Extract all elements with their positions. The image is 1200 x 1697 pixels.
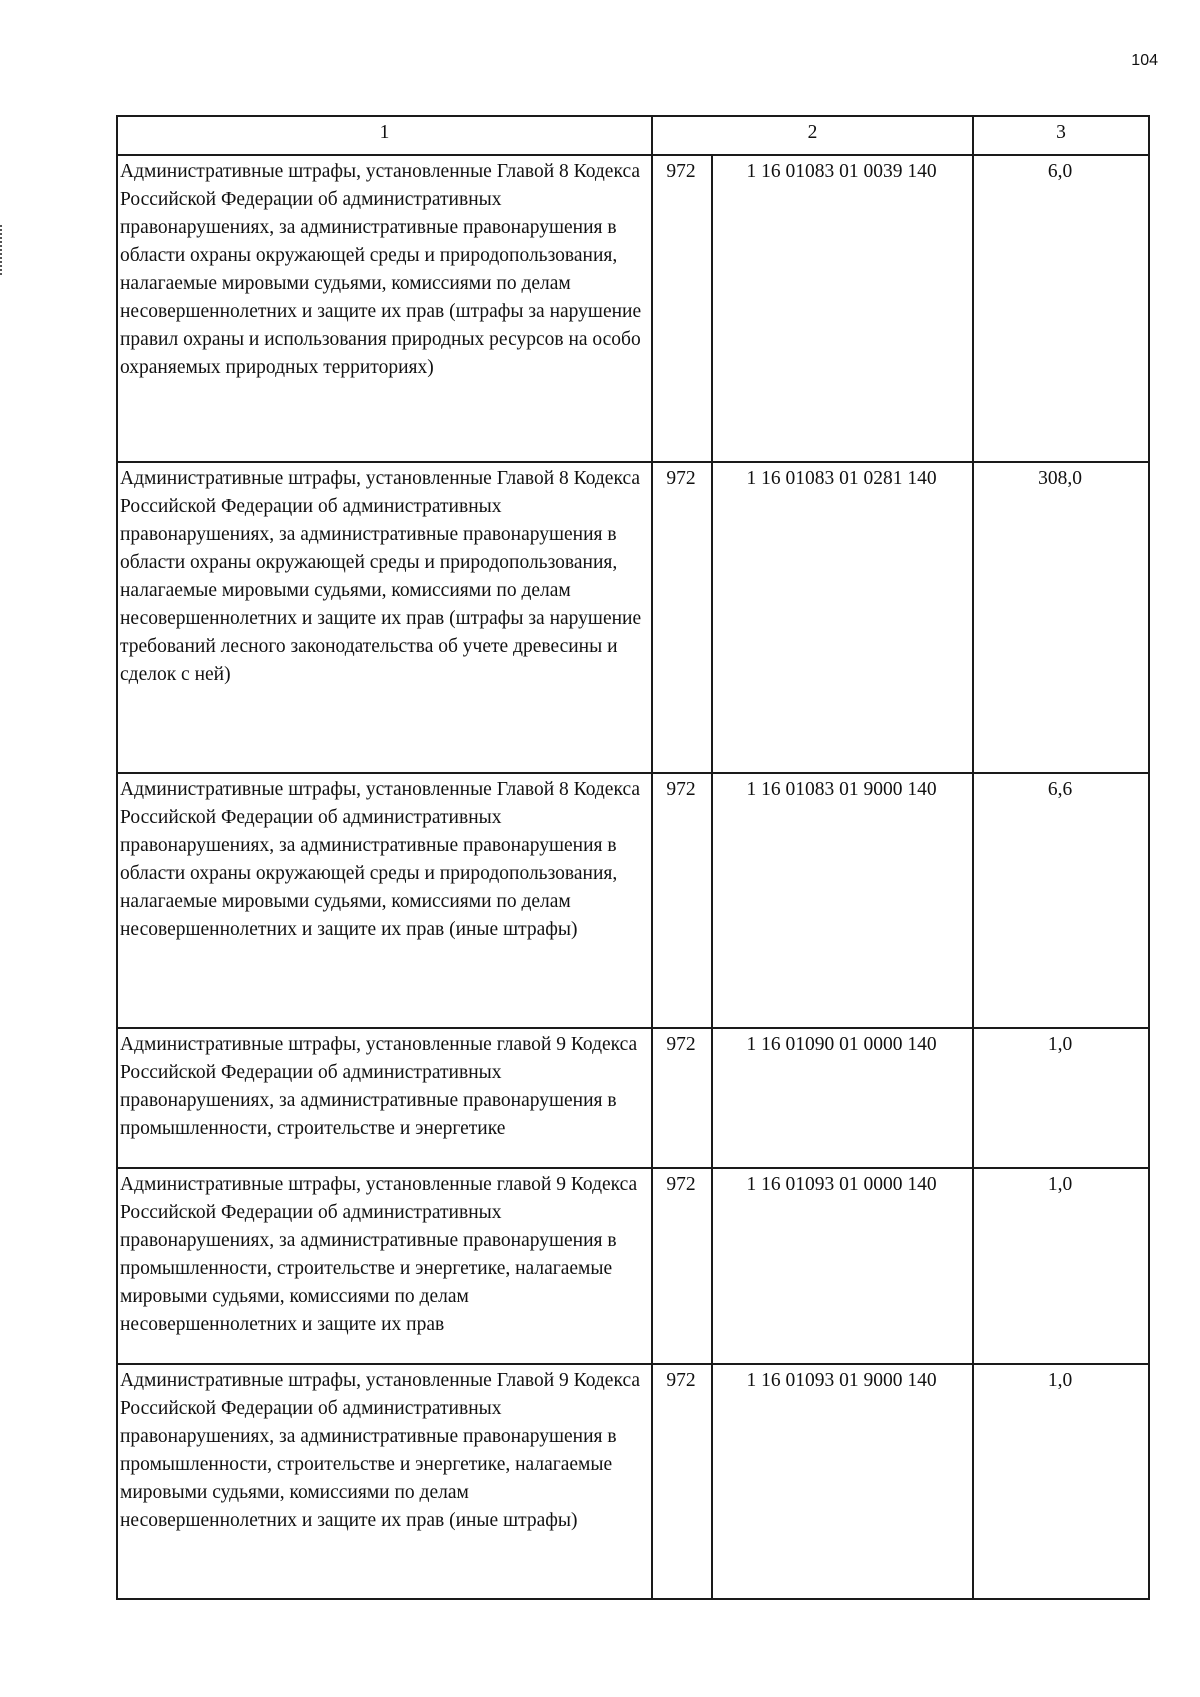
row-admin-code: 972 bbox=[652, 1168, 712, 1364]
header-col3: 3 bbox=[973, 116, 1149, 155]
row-amount: 6,6 bbox=[973, 773, 1149, 1028]
header-col2: 2 bbox=[652, 116, 973, 155]
row-description: Административные штрафы, установленные Главой 8 Кодекса Российской Федерации об административных правонарушениях, за административные правонарушения в области охраны окружающей среды и природопользования, налагаемые мировыми судьями, комиссиями по делам несовершеннолетних и защите их прав (штрафы за нарушение правил охраны и использования природных ресурсов на особо охраняемых природных территориях) bbox=[117, 155, 652, 462]
row-description: Административные штрафы, установленные главой 9 Кодекса Российской Федерации об административных правонарушениях, за административные правонарушения в промышленности, строительстве и энергетике, налагаемые мировыми судьями, комиссиями по делам несовершеннолетних и защите их прав bbox=[117, 1168, 652, 1364]
row-kbk-code: 1 16 01083 01 0281 140 bbox=[712, 462, 973, 773]
table-row bbox=[117, 1168, 1149, 1364]
row-amount: 308,0 bbox=[973, 462, 1149, 773]
table-row bbox=[117, 155, 1149, 462]
table-row bbox=[117, 462, 1149, 773]
row-kbk-code: 1 16 01090 01 0000 140 bbox=[712, 1028, 973, 1168]
row-description: Административные штрафы, установленные Главой 8 Кодекса Российской Федерации об административных правонарушениях, за административные правонарушения в области охраны окружающей среды и природопользования, налагаемые мировыми судьями, комиссиями по делам несовершеннолетних и защите их прав (иные штрафы) bbox=[117, 773, 652, 1028]
row-amount: 6,0 bbox=[973, 155, 1149, 462]
row-kbk-code: 1 16 01093 01 9000 140 bbox=[712, 1364, 973, 1599]
table-row bbox=[117, 773, 1149, 1028]
row-description: Административные штрафы, установленные главой 9 Кодекса Российской Федерации об административных правонарушениях, за административные правонарушения в промышленности, строительстве и энергетике bbox=[117, 1028, 652, 1168]
table-row bbox=[117, 1028, 1149, 1168]
row-kbk-code: 1 16 01083 01 9000 140 bbox=[712, 773, 973, 1028]
row-admin-code: 972 bbox=[652, 773, 712, 1028]
row-admin-code: 972 bbox=[652, 462, 712, 773]
scan-artifact bbox=[0, 225, 5, 275]
table-row bbox=[117, 1364, 1149, 1599]
row-admin-code: 972 bbox=[652, 1028, 712, 1168]
row-amount: 1,0 bbox=[973, 1364, 1149, 1599]
page-number: 104 bbox=[1131, 52, 1158, 69]
row-amount: 1,0 bbox=[973, 1168, 1149, 1364]
budget-table bbox=[116, 115, 1150, 1600]
table-header-row bbox=[117, 116, 1149, 155]
row-description: Административные штрафы, установленные Главой 9 Кодекса Российской Федерации об административных правонарушениях, за административные правонарушения в промышленности, строительстве и энергетике, налагаемые мировыми судьями, комиссиями по делам несовершеннолетних и защите их прав (иные штрафы) bbox=[117, 1364, 652, 1599]
header-col1: 1 bbox=[117, 116, 652, 155]
row-kbk-code: 1 16 01093 01 0000 140 bbox=[712, 1168, 973, 1364]
row-kbk-code: 1 16 01083 01 0039 140 bbox=[712, 155, 973, 462]
row-amount: 1,0 bbox=[973, 1028, 1149, 1168]
row-admin-code: 972 bbox=[652, 1364, 712, 1599]
row-admin-code: 972 bbox=[652, 155, 712, 462]
row-description: Административные штрафы, установленные Главой 8 Кодекса Российской Федерации об административных правонарушениях, за административные правонарушения в области охраны окружающей среды и природопользования, налагаемые мировыми судьями, комиссиями по делам несовершеннолетних и защите их прав (штрафы за нарушение требований лесного законодательства об учете древесины и сделок с ней) bbox=[117, 462, 652, 773]
